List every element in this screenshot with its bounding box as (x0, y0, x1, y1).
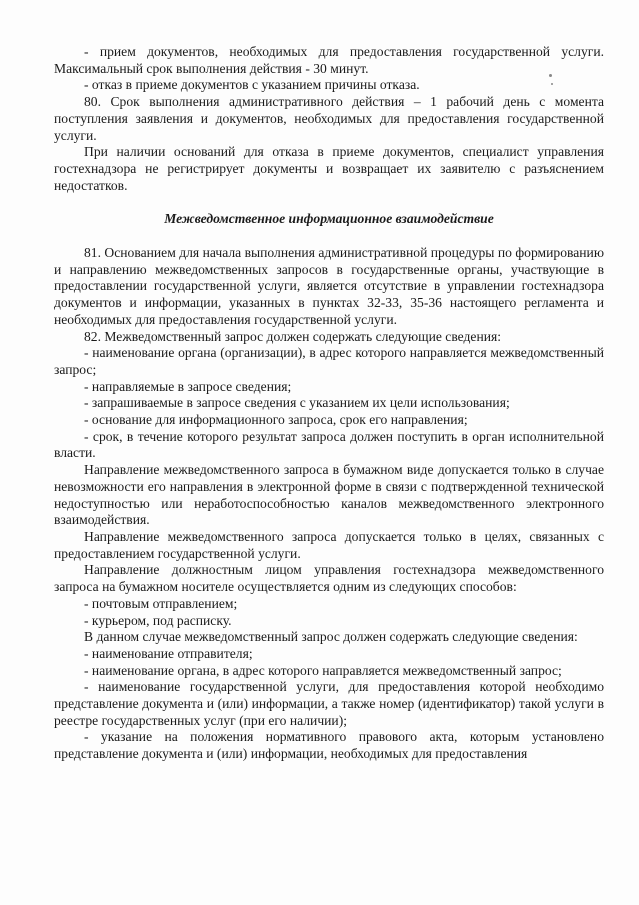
list-item: - запрашиваемые в запросе сведения с указанием их цели использования; (84, 395, 510, 411)
document-body (54, 44, 604, 763)
section-heading: Межведомственное информационное взаимодействие (164, 211, 494, 227)
scan-speck (551, 83, 553, 85)
list-item: - наименование органа (организации), в адрес которого направляется межведомственный запрос; (54, 345, 604, 377)
paragraph-receipt-documents: - прием документов, необходимых для предоставления государственной услуги. Максимальный срок выполнения действия - 30 минут. (54, 44, 604, 76)
scan-speck (549, 74, 552, 77)
list-item: - направляемые в запросе сведения; (84, 378, 292, 394)
paragraph-paper-request: Направление межведомственного запроса в бумажном виде допускается только в случае невозможности его направления в электронной форме в связи с подтвержденной технической недоступностью или неработоспособностью каналов межведомственного электронного взаимодействия. (54, 462, 604, 528)
list-item: - наименование отправителя; (84, 645, 253, 661)
paragraph-methods: Направление должностным лицом управления гостехнадзора межведомственного запроса на бумажном носителе осуществляется одним из следующих способов: (54, 562, 604, 595)
list-item: - срок, в течение которого результат запроса должен поступить в орган исполнительной власти. (54, 428, 604, 461)
paragraph-80: 80. Срок выполнения административного действия – 1 рабочий день с момента поступления заявления и документов, необходимых для предоставления государственной услуги. (54, 94, 604, 143)
paragraph-refusal: - отказ в приеме документов с указанием причины отказа. (84, 77, 420, 93)
paragraph-refusal-grounds: При наличии оснований для отказа в приеме документов, специалист управления гостехнадзора не регистрирует документы и возвращает их заявителю с разъяснением недостатков. (54, 144, 604, 193)
list-item: - наименование государственной услуги, для предоставления которой необходимо представление документа и (или) информации, а также номер (идентификатор) такой услуги в реестре государственных услуг (при его наличии); (54, 679, 604, 728)
list-item: - основание для информационного запроса, срок его направления; (84, 412, 468, 428)
paragraph-81: 81. Основанием для начала выполнения административной процедуры по формированию и направлению межведомственных запросов в государственные органы, участвующие в предоставлении государственной услуги, является отсутствие в управлении гостехнадзора документов и информации, указанных в пунктах 32-33, 35-36 настоящего регламента и необходимых для предоставления государственной услуги. (54, 245, 604, 327)
paragraph-purpose: Направление межведомственного запроса допускается только в целях, связанных с предоставлением государственной услуги. (54, 528, 604, 561)
paragraph-request-contents: В данном случае межведомственный запрос должен содержать следующие сведения: (84, 629, 578, 645)
list-item: - курьером, под расписку. (84, 612, 232, 628)
list-item: - наименование органа, в адрес которого направляется межведомственный запрос; (84, 662, 562, 678)
list-item: - почтовым отправлением; (84, 595, 238, 611)
paragraph-82: 82. Межведомственный запрос должен содержать следующие сведения: (84, 328, 502, 344)
list-item: - указание на положения нормативного правового акта, которым установлено представление документа и (или) информации, необходимых для предоставления (54, 729, 604, 762)
